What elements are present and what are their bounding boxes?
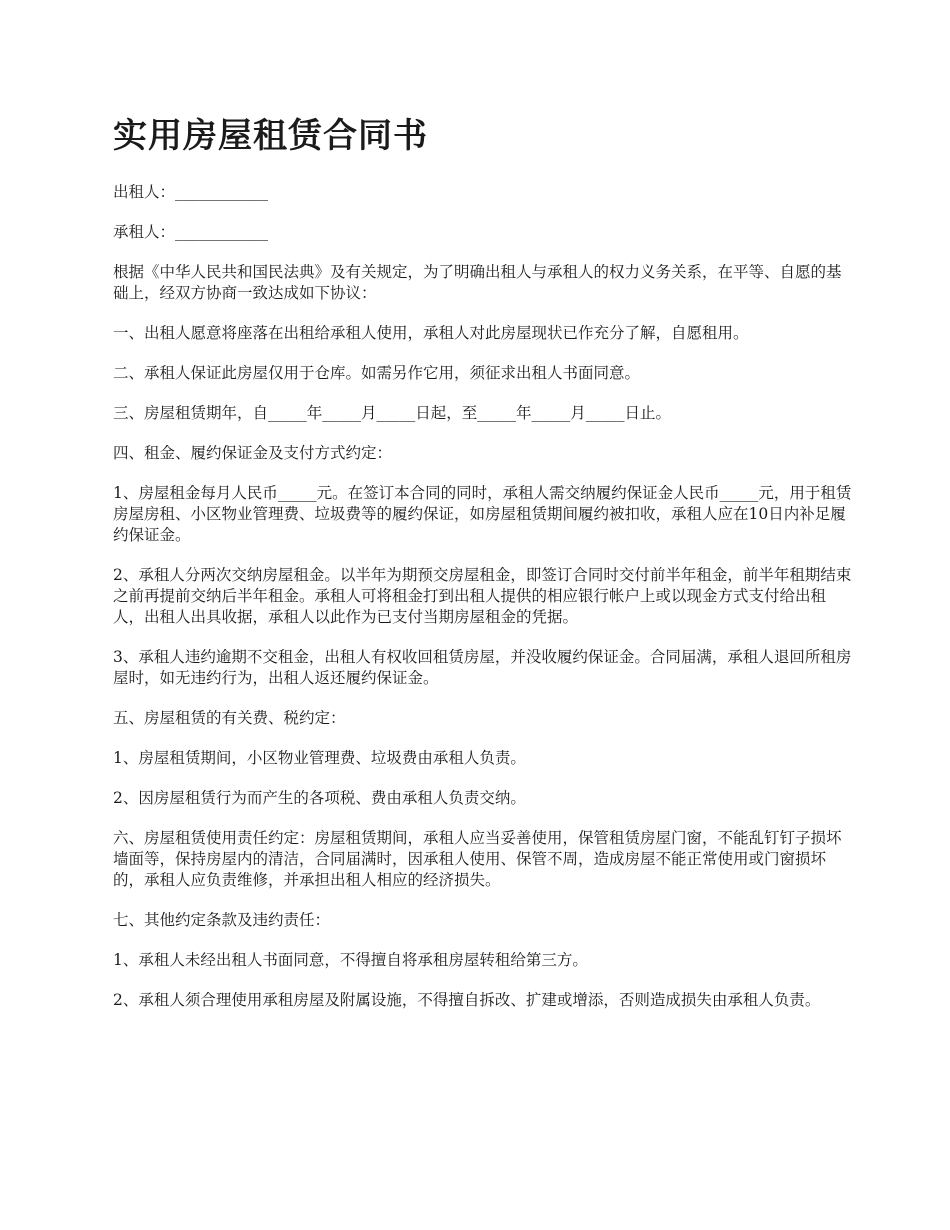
lessor-line: 出租人：____________ [113,183,269,201]
clause-1: 一、出租人愿意将座落在出租给承租人使用，承租人对此房屋现状已作充分了解，自愿租用。 [113,324,749,342]
document-page [113,112,853,1030]
preamble-paragraph: 根据《中华人民共和国民法典》及有关规定，为了明确出租人与承租人的权力义务关系，在平等、自愿的基础上，经双方协商一致达成如下协议： [113,263,842,302]
clause-5-item-2: 2、因房屋租赁行为而产生的各项税、费由承租人负责交纳。 [113,789,526,807]
clause-7-heading: 七、其他约定条款及违约责任： [113,911,331,929]
clause-4-heading: 四、租金、履约保证金及支付方式约定： [113,444,393,462]
clause-4-item-1: 1、房屋租金每月人民币_____元。在签订本合同的同时，承租人需交纳履约保证金人民币_____元，用于租赁房屋房租、小区物业管理费、垃圾费等的履约保证，如房屋租赁期间履约被扣收，承租人应在10日内补足履约保证金。 [113,484,852,544]
clause-4-item-2: 2、承租人分两次交纳房屋租金。以半年为期预交房屋租金，即签订合同时交付前半年租金，前半年租期结束之前再提前交纳后半年租金。承租人可将租金打到出租人提供的相应银行帐户上或以现金方式支付给出租人，出租人出具收据，承租人以此作为已支付当期房屋租金的凭据。 [113,566,852,626]
clause-2: 二、承租人保证此房屋仅用于仓库。如需另作它用，须征求出租人书面同意。 [113,364,641,382]
clause-6: 六、房屋租赁使用责任约定：房屋租赁期间，承租人应当妥善使用，保管租赁房屋门窗，不能乱钉钉子损坏墙面等，保持房屋内的清洁，合同届满时，因承租人使用、保管不周，造成房屋不能正常使用或门窗损坏的，承租人应负责维修，并承担出租人相应的经济损失。 [113,829,842,889]
clause-5-heading: 五、房屋租赁的有关费、税约定： [113,709,346,727]
document-title: 实用房屋租赁合同书 [113,116,428,156]
clause-3-lease-term: 三、房屋租赁期年，自_____年_____月_____日起，至_____年_____月_____日止。 [113,404,672,422]
clause-4-item-3: 3、承租人违约逾期不交租金，出租人有权收回租赁房屋，并没收履约保证金。合同届满，承租人退回所租房屋时，如无违约行为，出租人返还履约保证金。 [113,648,852,687]
lessee-line: 承租人：____________ [113,223,269,241]
clause-5-item-1: 1、房屋租赁期间，小区物业管理费、垃圾费由承租人负责。 [113,749,526,767]
clause-7-item-2: 2、承租人须合理使用承租房屋及附属设施，不得擅自拆改、扩建或增添，否则造成损失由承租人负责。 [113,991,821,1009]
clause-7-item-1: 1、承租人未经出租人书面同意，不得擅自将承租房屋转租给第三方。 [113,951,588,969]
